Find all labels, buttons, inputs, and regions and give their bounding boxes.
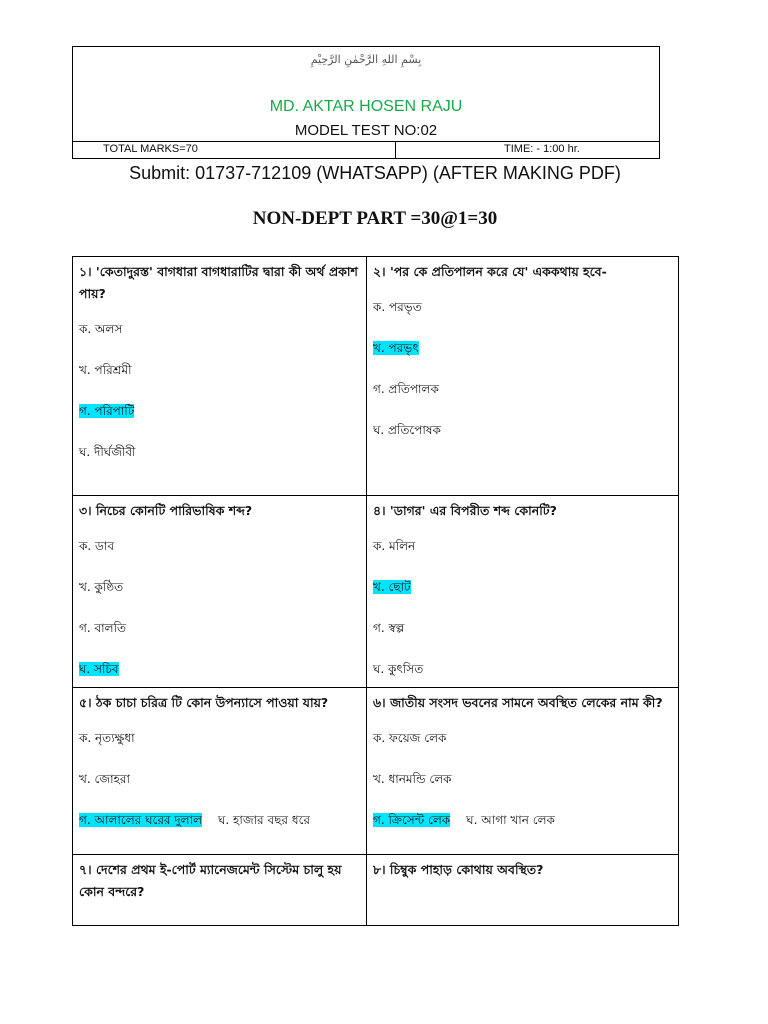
question-text: ৭। দেশের প্রথম ই-পোর্ট ম্যানেজমেন্ট সিস্টেম চালু হয় কোন বন্দরে?	[79, 862, 342, 899]
option: ক. নৃত্যক্ষুধা	[79, 731, 135, 745]
option: ঘ. দীর্ঘজীবী	[79, 445, 136, 459]
option-answer: গ. পরিপাটি	[79, 404, 135, 418]
option: ক. অলস	[79, 322, 123, 336]
marks-time-row	[72, 141, 660, 159]
option: ঘ. প্রতিপোষক	[373, 423, 441, 437]
option-answer: গ. আলালের ঘরের দুলাল	[79, 813, 203, 827]
question-cell-4	[367, 496, 678, 688]
option-answer: খ. পরভৃৎ	[373, 341, 419, 355]
author-name: MD. AKTAR HOSEN RAJU	[269, 98, 463, 115]
section-title: NON-DEPT PART =30@1=30	[252, 208, 498, 229]
total-marks: TOTAL MARKS=70	[73, 142, 396, 158]
option: ক. ডাব	[79, 539, 115, 553]
option: খ. ধানমন্ডি লেক	[373, 772, 452, 786]
option: গ. স্বল্প	[373, 621, 405, 635]
question-cell-6	[367, 688, 678, 855]
option-answer: খ. ছোট	[373, 580, 411, 594]
question-text: ৬। জাতীয় সংসদ ভবনের সামনে অবস্থিত লেকের নাম কী?	[373, 695, 663, 710]
option: ক. মলিন	[373, 539, 416, 553]
option: ঘ. আগা খান লেক	[466, 813, 555, 827]
option-answer: ঘ. সচিব	[79, 662, 119, 676]
time-limit: TIME: - 1:00 hr.	[504, 143, 580, 155]
option-pair	[79, 810, 362, 830]
question-text: ৩। নিচের কোনটি পারিভাষিক শব্দ?	[79, 503, 253, 518]
option: খ. কুষ্ঠিত	[79, 580, 124, 594]
header-box	[72, 46, 660, 159]
question-grid	[72, 256, 679, 926]
option: ক. ফয়েজ লেক	[373, 731, 447, 745]
option: খ. পরিশ্রমী	[79, 363, 132, 377]
question-text: ২। 'পর কে প্রতিপালন করে যে' এককথায় হবে-	[373, 264, 607, 279]
option: ক. পরভৃত	[373, 300, 422, 314]
question-text: ৫। ঠক চাচা চরিত্র টি কোন উপন্যাসে পাওয়া যায়?	[79, 695, 329, 710]
question-cell-3	[73, 496, 367, 688]
question-text: ৮। চিম্বুক পাহাড় কোথায় অবস্থিত?	[373, 862, 544, 877]
question-cell-5	[73, 688, 367, 855]
model-test-title: MODEL TEST NO:02	[294, 122, 438, 139]
option-answer: গ. ক্রিসেন্ট লেক	[373, 813, 451, 827]
bismillah-text: بِسْمِ اللهِ الرَّحْمٰنِ الرَّحِيْمِ	[310, 53, 422, 66]
question-cell-2	[367, 257, 678, 496]
option: ঘ. হাজার বছর ধরে	[218, 813, 310, 827]
submit-instruction: Submit: 01737-712109 (WHATSAPP) (AFTER MAKING PDF)	[129, 163, 621, 183]
question-text: ১। 'কেতাদুরস্ত' বাগধারা বাগধারাটির দ্বারা কী অর্থ প্রকাশ পায়?	[79, 264, 358, 301]
option: গ. প্রতিপালক	[373, 382, 439, 396]
question-cell-1	[73, 257, 367, 496]
option-pair	[373, 810, 674, 830]
question-cell-8	[367, 855, 678, 925]
option: গ. বালতি	[79, 621, 127, 635]
option: ঘ. কুৎসিত	[373, 662, 424, 676]
question-text: ৪। 'ডাগর' এর বিপরীত শব্দ কোনটি?	[373, 503, 557, 518]
option: খ. জোহরা	[79, 772, 130, 786]
question-cell-7	[73, 855, 367, 925]
